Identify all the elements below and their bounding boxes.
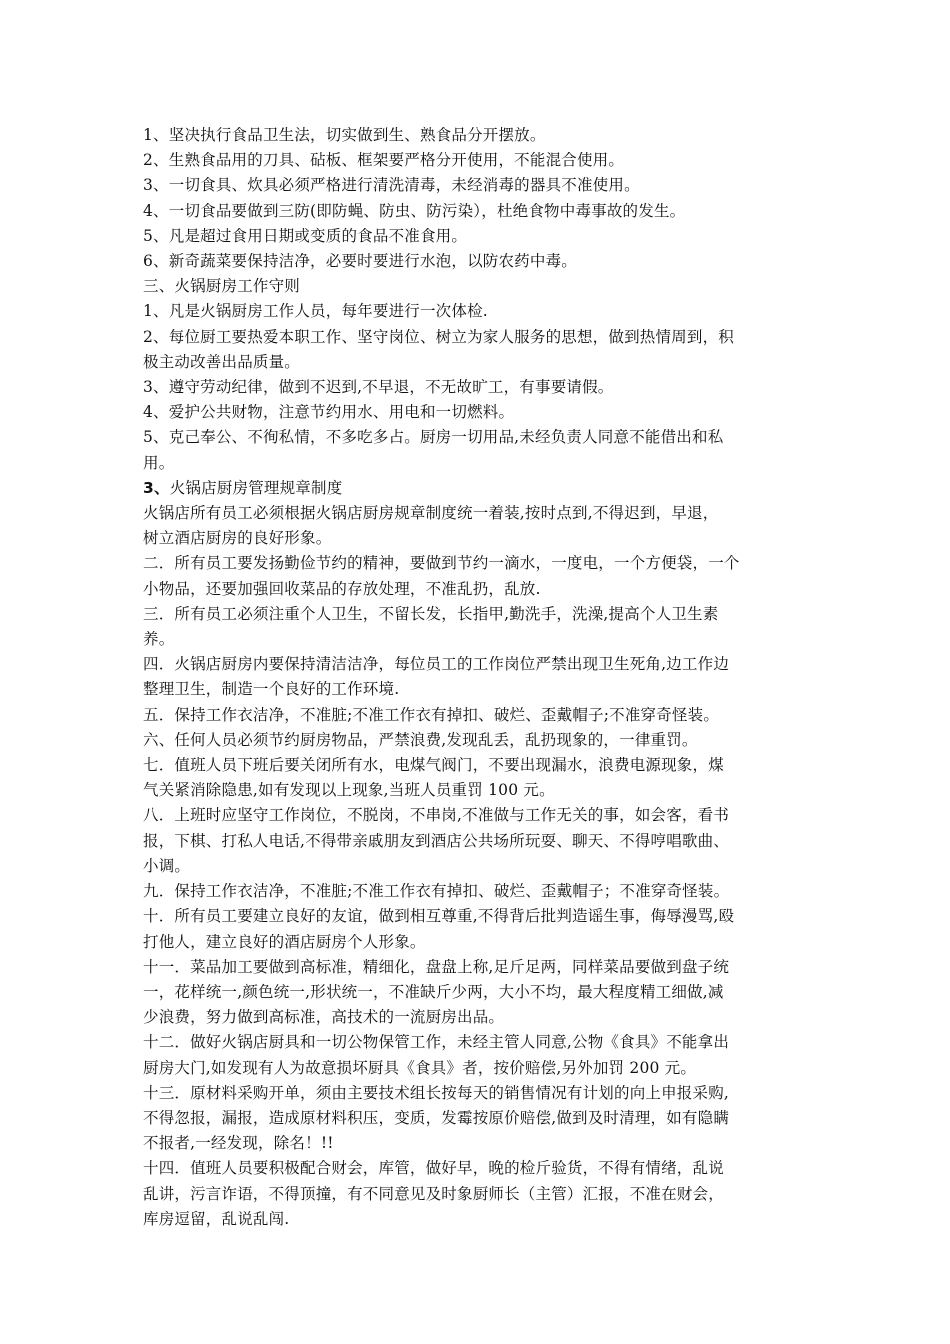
text-line: 4、爱护公共财物，注意节约用水、用电和一切燃料。 — [143, 403, 515, 422]
text-line: 整理卫生，制造一个良好的工作环境. — [143, 680, 400, 699]
text-line: 不报者,一经发现，除名！!! — [143, 1134, 334, 1153]
text-line: 报，下棋、打私人电话,不得带亲戚朋友到酒店公共场所玩耍、聊天、不得哼唱歌曲、 — [143, 831, 730, 850]
text-line: 乱讲，污言诈语，不得顶撞，有不同意见及时象厨师长（主管）汇报，不准在财会， — [143, 1184, 724, 1203]
text-line: 打他人，建立良好的酒店厨房个人形象。 — [143, 932, 426, 951]
text-line: 气关紧消除隐患,如有发现以上现象,当班人员重罚 100 元。 — [143, 781, 555, 800]
text-line: 1、凡是火锅厨房工作人员，每年要进行一次体检. — [143, 302, 488, 321]
text-line: 八．上班时应坚守工作岗位，不脱岗，不串岗,不准做与工作无关的事，如会客，看书 — [143, 806, 730, 825]
text-line: 十一．菜品加工要做到高标准，精细化，盘盘上称,足斤足两，同样菜品要做到盘子统 — [143, 957, 730, 976]
text-line: 3、一切食具、炊具必须严格进行清洗清毒，未经消毒的器具不准使用。 — [143, 176, 640, 195]
heading-text: 火锅店厨房管理规章制度 — [169, 478, 343, 497]
text-line: 十四．值班人员要积极配合财会，库管，做好早，晚的检斤验货，不得有情绪，乱说 — [143, 1159, 724, 1178]
section-heading-3 — [143, 476, 815, 501]
text-line: 小调。 — [143, 856, 191, 875]
text-line: 4、一切食品要做到三防(即防蝇、防虫、防污染），杜绝食物中毒事故的发生。 — [143, 201, 686, 220]
text-line: 2、每位厨工要热爱本职工作、坚守岗位、树立为家人服务的思想，做到热情周到，积 — [143, 327, 734, 346]
heading-number: 3、 — [143, 478, 170, 497]
section-heading: 三、火锅厨房工作守则 — [143, 277, 301, 296]
text-line: 厨房大门,如发现有人为故意损坏厨具《食具》者，按价赔偿,另外加罚 200 元。 — [143, 1058, 697, 1077]
text-line: 5、凡是超过食用日期或变质的食品不准食用。 — [143, 226, 468, 245]
text-line: 十．所有员工要建立良好的友谊，做到相互尊重,不得背后批判造谣生事，侮辱漫骂,殴 — [143, 907, 735, 926]
text-line: 树立酒店厨房的良好形象。 — [143, 529, 332, 548]
text-line: 用。 — [143, 453, 175, 472]
text-line: 四．火锅店厨房内要保持清洁洁净，每位员工的工作岗位严禁出现卫生死角,边工作边 — [143, 655, 730, 674]
text-line: 3、遵守劳动纪律，做到不迟到,不早退，不无故旷工，有事要请假。 — [143, 378, 614, 397]
text-line: 五．保持工作衣洁净，不准脏;不准工作衣有掉扣、破烂、歪戴帽子;不准穿奇怪装。 — [143, 705, 720, 724]
text-line: 六、任何人员必须节约厨房物品，严禁浪费,发现乱丢，乱扔现象的，一律重罚。 — [143, 730, 698, 749]
text-line: 七．值班人员下班后要关闭所有水，电煤气阀门，不要出现漏水，浪费电源现象，煤 — [143, 756, 724, 775]
text-line: 库房逗留，乱说乱闯. — [143, 1209, 290, 1228]
text-line: 1、坚决执行食品卫生法，切实做到生、熟食品分开摆放。 — [143, 126, 546, 144]
text-line: 九．保持工作衣洁净，不准脏;不准工作衣有掉扣、破烂、歪戴帽子；不准穿奇怪装。 — [143, 882, 730, 901]
text-line: 十二．做好火锅店厨具和一切公物保管工作，未经主管人同意,公物《食具》不能拿出 — [143, 1033, 730, 1052]
text-line: 一，花样统一,颜色统一,形状统一，不准缺斤少两，大小不均，最大程度精工细做,减 — [143, 982, 724, 1001]
text-line: 养。 — [143, 630, 175, 649]
text-line: 小物品，还要加强回收菜品的存放处理，不准乱扔，乱放. — [143, 579, 541, 598]
text-line: 5、克己奉公、不徇私情，不多吃多占。厨房一切用品,未经负责人同意不能借出和私 — [143, 428, 724, 447]
text-line: 少浪费，努力做到高标准，高技术的一流厨房出品。 — [143, 1008, 505, 1027]
document-body — [143, 123, 815, 1232]
text-line: 极主动改善出品质量。 — [143, 352, 301, 371]
text-line: 2、生熟食品用的刀具、砧板、框架要严格分开使用，不能混合使用。 — [143, 151, 625, 170]
text-line: 三．所有员工必须注重个人卫生，不留长发，长指甲,勤洗手，洗澡,提高个人卫生素 — [143, 604, 719, 623]
text-line: 火锅店所有员工必须根据火锅店厨房规章制度统一着装,按时点到,不得迟到，早退， — [143, 504, 719, 523]
text-line: 不得忽报，漏报，造成原材料积压，变质，发霉按原价赔偿,做到及时清理，如有隐瞒 — [143, 1108, 730, 1127]
text-line: 6、新奇蔬菜要保持洁净，必要时要进行水泡，以防农药中毒。 — [143, 252, 577, 271]
text-line: 十三．原材料采购开单，须由主要技术组长按每天的销售情况有计划的向上申报采购, — [143, 1083, 730, 1102]
text-line: 二．所有员工要发扬勤俭节约的精神，要做到节约一滴水，一度电，一个方便袋，一个 — [143, 554, 740, 573]
